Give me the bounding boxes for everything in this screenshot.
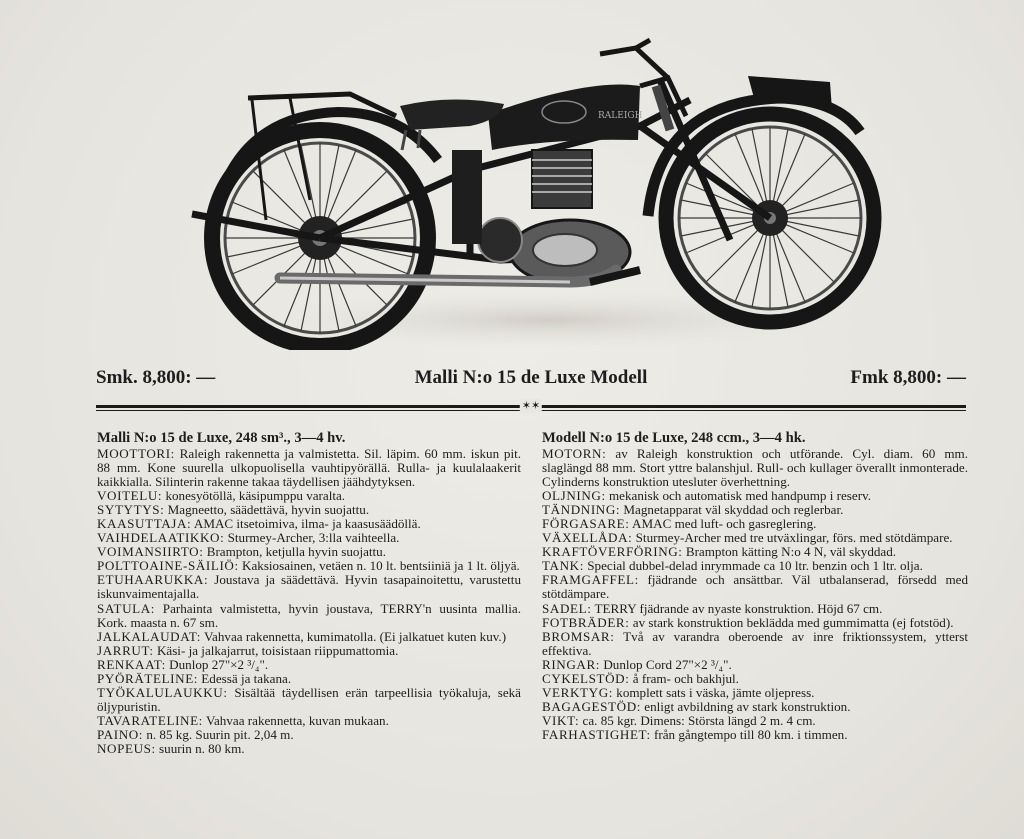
swedish-spec-text: mekanisk och automatisk med handpump i reserv.	[605, 488, 872, 504]
finnish-spec-label: PAINO:	[97, 726, 144, 742]
swedish-spec-item	[542, 630, 968, 658]
finnish-spec-label: RENKAAT:	[97, 656, 166, 672]
finnish-spec-label: SYTYTYS:	[97, 502, 165, 518]
swedish-spec-label: BROMSAR:	[542, 628, 615, 644]
swedish-spec-list	[542, 447, 968, 742]
finnish-spec-text: Magneetto, säädettävä, hyvin suojattu.	[164, 502, 370, 518]
swedish-spec-label: TÄNDNING:	[542, 502, 621, 518]
swedish-spec-text: Special dubbel-delad inrymmade ca 10 ltr. benzin och 1 ltr. olja.	[583, 558, 923, 574]
swedish-spec-text: TERRY fjädrande av nyaste konstruktion. Höjd 67 cm.	[591, 600, 883, 616]
swedish-spec-text: Brampton kätting N:o 4 N, väl skyddad.	[682, 544, 897, 560]
finnish-spec-item	[97, 602, 521, 630]
finnish-spec-text: Kaksiosainen, vetäen n. 10 lt. bentsiiniä ja 1 lt. öljyä.	[238, 558, 520, 574]
finnish-spec-column	[97, 430, 521, 756]
swedish-spec-item	[542, 545, 968, 559]
engine	[452, 150, 630, 284]
swedish-spec-label: FOTBRÄDER:	[542, 614, 630, 630]
swedish-spec-label: MOTORN:	[542, 446, 607, 461]
swedish-spec-item	[542, 700, 968, 714]
swedish-spec-item	[542, 728, 968, 742]
finnish-spec-text: n. 85 kg. Suurin pit. 2,04 m.	[143, 726, 294, 742]
swedish-spec-text: Dunlop Cord 27"×2 ³/₄".	[600, 656, 732, 672]
finnish-spec-item	[97, 559, 521, 573]
swedish-spec-text: å fram- och bakhjul.	[629, 670, 739, 686]
swedish-spec-item	[542, 503, 968, 517]
swedish-spec-label: KRAFTÖVERFÖRING:	[542, 544, 683, 560]
finnish-spec-item	[97, 742, 521, 756]
swedish-spec-label: FRAMGAFFEL:	[542, 572, 639, 588]
finnish-spec-label: PYÖRÄTELINE:	[97, 670, 199, 686]
price-finnish-markka: Smk. 8,800: —	[96, 367, 216, 388]
swedish-spec-text: fjädrande och ansättbar. Väl utbalanserad, försedd med stötdämpare.	[542, 572, 968, 602]
svg-text:RALEIGH: RALEIGH	[598, 111, 643, 121]
finnish-spec-item	[97, 644, 521, 658]
swedish-spec-text: enligt avbildning av stark konstruktion.	[641, 698, 851, 714]
finnish-spec-label: KAASUTTAJA:	[97, 516, 192, 532]
finnish-spec-item	[97, 630, 521, 644]
finnish-spec-label: JARRUT:	[97, 642, 154, 658]
finnish-spec-text: Sturmey-Archer, 3:lla vaihteella.	[224, 530, 400, 546]
finnish-spec-item	[97, 728, 521, 742]
swedish-spec-label: FÖRGASARE:	[542, 516, 630, 532]
swedish-spec-label: TANK:	[542, 558, 584, 574]
finnish-spec-label: JALKALAUDAT:	[97, 628, 202, 644]
finnish-spec-text: Dunlop 27"×2 ³/₄".	[165, 656, 269, 672]
motorcycle-illustration	[170, 20, 890, 350]
swedish-spec-item	[542, 714, 968, 728]
swedish-spec-label: RINGAR:	[542, 656, 601, 672]
price-finnish-mark: Fmk 8,800: —	[850, 367, 966, 388]
finnish-spec-label: POLTTOAINE-SÄILIÖ:	[97, 558, 239, 574]
swedish-spec-item	[542, 559, 968, 573]
finnish-spec-label: MOOTTORI:	[97, 446, 175, 461]
finnish-spec-text: Käsi- ja jalkajarrut, toisistaan riippumattomia.	[153, 642, 399, 658]
finnish-spec-item	[97, 672, 521, 686]
finnish-spec-text: Vahvaa rakennetta, kuvan mukaan.	[202, 712, 389, 728]
swedish-spec-label: VÄXELLÅDA:	[542, 530, 633, 546]
finnish-spec-text: Sisältää täydellisen erän tarpeellisia työkaluja, sekä öljypuristin.	[97, 684, 521, 714]
swedish-spec-label: BAGAGESTÖD:	[542, 698, 641, 714]
finnish-spec-text: Vahvaa rakennetta, kumimatolla. (Ei jalkatuet kuten kuv.)	[201, 628, 507, 644]
swedish-spec-column	[542, 430, 968, 742]
finnish-spec-text: Raleigh rakennetta ja valmistetta. Sil. läpim. 60 mm. iskun pit. 88 mm. Kone suurella ulkopuolisella vauhtipyörällä. Rulla- ja kuulalaakerit kaikkialla. Silinterin rakenne takaa täydellisen jäähdytyksen.	[97, 446, 521, 490]
swedish-spec-text: av Raleigh konstruktion och utförande. Cyl. diam. 60 mm. slaglängd 88 mm. Stort yttre balanshjul. Rull- och kullager överallt inmonterade. Cylinderns konstruktion utesluter överhettning.	[542, 446, 968, 490]
finnish-spec-item	[97, 714, 521, 728]
swedish-spec-item	[542, 531, 968, 545]
finnish-spec-text: Joustava ja säädettävä. Hyvin tasapainoitettu, varustettu iskunvaimentajalla.	[97, 572, 521, 602]
swedish-spec-item	[542, 602, 968, 616]
finnish-spec-item	[97, 545, 521, 559]
swedish-spec-label: CYKELSTÖD:	[542, 670, 630, 686]
finnish-spec-label: TAVARATELINE:	[97, 712, 203, 728]
finnish-spec-label: TYÖKALULAUKKU:	[97, 684, 228, 700]
swedish-spec-item	[542, 616, 968, 630]
finnish-spec-label: VOITELU:	[97, 488, 163, 504]
finnish-spec-label: VAIHDELAATIKKO:	[97, 530, 225, 546]
finnish-spec-text: Edessä ja takana.	[198, 670, 292, 686]
finnish-spec-text: suurin n. 80 km.	[155, 740, 245, 756]
finnish-spec-text: Parhainta valmistetta, hyvin joustava, TERRY'n uusinta mallia. Kork. maasta n. 67 sm.	[97, 600, 521, 630]
swedish-spec-item	[542, 517, 968, 531]
divider-rule	[96, 399, 966, 414]
swedish-spec-label: SADEL:	[542, 600, 592, 616]
finnish-spec-item	[97, 517, 521, 531]
model-title: Malli N:o 15 de Luxe Modell	[414, 367, 648, 388]
swedish-spec-text: komplett sats i väska, jämte oljepress.	[613, 684, 815, 700]
headline	[96, 367, 966, 395]
finnish-spec-text: konesyötöllä, käsipumppu varalta.	[162, 488, 346, 504]
swedish-spec-item	[542, 573, 968, 601]
swedish-spec-label: VERKTYG:	[542, 684, 613, 700]
finnish-spec-item	[97, 489, 521, 503]
finnish-spec-label: SATULA:	[97, 600, 156, 616]
swedish-spec-text: av stark konstruktion beklädda med gummimatta (ej fotstöd).	[629, 614, 954, 630]
finnish-spec-list	[97, 447, 521, 756]
swedish-spec-text: från gångtempo till 80 km. i timmen.	[650, 726, 848, 742]
swedish-spec-label: VIKT:	[542, 712, 580, 728]
swedish-spec-item	[542, 658, 968, 672]
finnish-spec-text: AMAC itsetoimiva, ilma- ja kaasusäädöllä.	[191, 516, 421, 532]
finnish-spec-item	[97, 658, 521, 672]
swedish-spec-label: OLJNING:	[542, 488, 606, 504]
swedish-spec-item	[542, 447, 968, 489]
finnish-spec-label: VOIMANSIIRTO:	[97, 544, 204, 560]
finnish-spec-label: ETUHAARUKKA:	[97, 572, 209, 588]
finnish-spec-text: Brampton, ketjulla hyvin suojattu.	[203, 544, 387, 560]
swedish-spec-text: Två av varandra oberoende av inre friktionssystem, ytterst effektiva.	[542, 628, 968, 658]
swedish-spec-text: Sturmey-Archer med tre utväxlingar, förs. med stötdämpare.	[632, 530, 953, 546]
finnish-spec-item	[97, 447, 521, 489]
finnish-spec-item	[97, 686, 521, 714]
swedish-spec-text: ca. 85 kgr. Dimens: Största längd 2 m. 4 cm.	[579, 712, 816, 728]
finnish-spec-label: NOPEUS:	[97, 740, 156, 756]
swedish-spec-item	[542, 489, 968, 503]
finnish-spec-item	[97, 573, 521, 601]
swedish-spec-item	[542, 672, 968, 686]
swedish-spec-label: FARHASTIGHET:	[542, 726, 651, 742]
swedish-heading: Modell N:o 15 de Luxe, 248 ccm., 3—4 hk.	[542, 430, 806, 446]
finnish-spec-item	[97, 531, 521, 545]
finnish-spec-item	[97, 503, 521, 517]
swedish-spec-item	[542, 686, 968, 700]
swedish-spec-text: AMAC med luft- och gasreglering.	[629, 516, 817, 532]
star-ornament: ✶✶	[521, 399, 541, 412]
finnish-heading: Malli N:o 15 de Luxe, 248 sm³., 3—4 hv.	[97, 430, 346, 446]
swedish-spec-text: Magnetapparat väl skyddad och reglerbar.	[620, 502, 844, 518]
